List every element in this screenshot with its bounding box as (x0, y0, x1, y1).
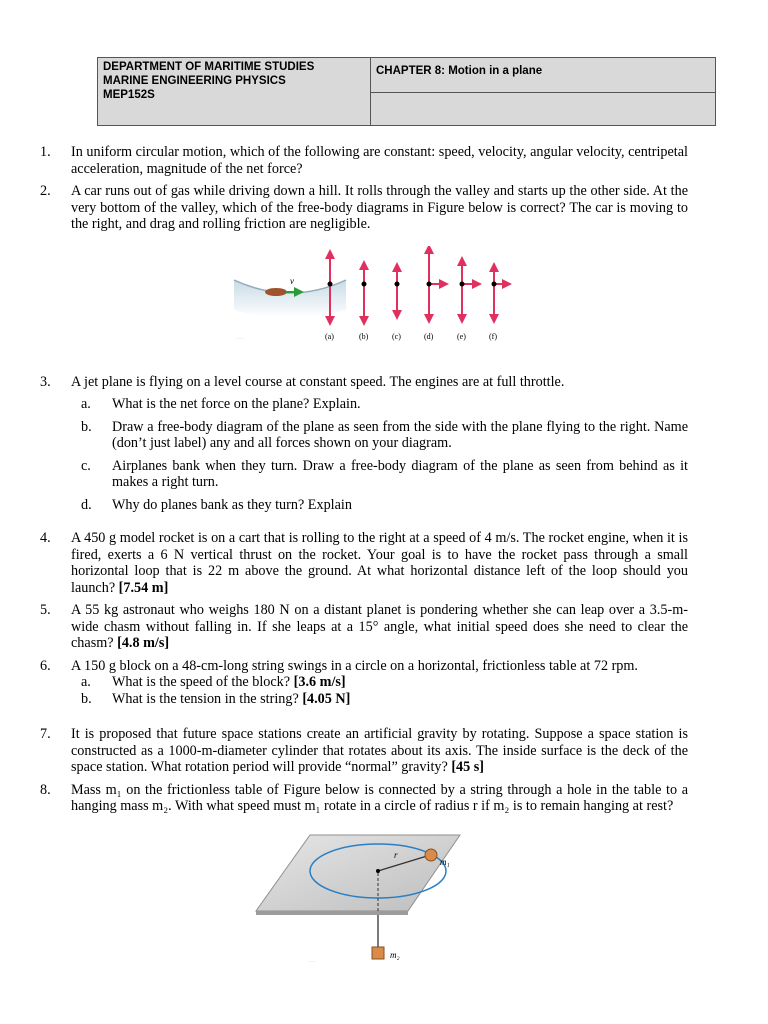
mass-2-label: m₂ (390, 949, 400, 960)
fbd-f (492, 264, 511, 322)
header-course: MARINE ENGINEERING PHYSICS (103, 75, 286, 87)
header-course-cell (98, 58, 371, 126)
fbd-label-f: (f) (489, 331, 497, 341)
car-icon (265, 288, 287, 296)
question-7 (40, 726, 688, 776)
fbd-label-c: (c) (392, 331, 401, 341)
radius-label: r (394, 849, 398, 860)
question-number: 1. (40, 144, 51, 160)
answer: [4.05 N] (302, 690, 351, 707)
question-6b (81, 691, 688, 708)
table-hole (376, 869, 380, 873)
question-number: 8. (40, 781, 51, 798)
question-3c (81, 458, 688, 491)
question-list (40, 144, 688, 965)
question-text: It is proposed that future space stations create an artificial gravity by rotating. Suppose a space station is constructed as a 1000-m-diameter cylinder that rotates about its axis. The inside surface is the deck of the space station. What rotation period will provide “normal” gravity? (71, 726, 688, 775)
question-text: A car runs out of gas while driving down a hill. It rolls through the valley and starts up the other side. At the very bottom of the valley, which of the free-body diagrams in Figure below is correct? The car is moving to the right, and drag and rolling friction are negligible. (71, 183, 688, 232)
sub-letter: a. (81, 674, 91, 690)
mass-2 (372, 947, 384, 959)
fbd-label-b: (b) (359, 331, 369, 341)
header-chapter: CHAPTER 8: Motion in a plane (371, 58, 716, 93)
sub-letter: d. (81, 496, 92, 513)
sub-text: What is the speed of the block? (112, 674, 291, 690)
question-6 (40, 658, 688, 675)
header-dept: DEPARTMENT OF MARITIME STUDIES (103, 61, 315, 73)
table-edge (256, 911, 408, 915)
fbd-label-a: (a) (325, 331, 334, 341)
fbd-e (460, 258, 481, 322)
sub-text: Why do planes bank as they turn? Explain (112, 496, 352, 513)
question-6a (81, 674, 688, 691)
question-8 (40, 782, 688, 815)
sub-text: What is the net force on the plane? Explain. (112, 396, 361, 412)
fbd-label-e: (e) (457, 331, 466, 341)
sub-letter: c. (81, 457, 91, 474)
question-number: 4. (40, 530, 51, 546)
question-text: A 55 kg astronaut who weighs 180 N on a distant planet is pondering whether she can leap over a 3.5-m-wide chasm without falling in. If she leaps at a 15° angle, what initial speed does she need to clear the chasm? (71, 602, 688, 651)
fbd-d (427, 246, 448, 322)
question-text: A jet plane is flying on a level course at constant speed. The engines are at full throttle. (71, 373, 565, 390)
sub-letter: b. (81, 690, 92, 707)
mass-1 (425, 849, 437, 861)
question-text: In uniform circular motion, which of the following are constant: speed, velocity, angular velocity, centripetal acceleration, magnitude of the net force? (71, 144, 688, 177)
sub-letter: a. (81, 396, 91, 412)
answer: [45 s] (451, 759, 485, 775)
sub-text: What is the tension in the string? (112, 690, 299, 707)
header-table (97, 57, 716, 126)
sub-text: Draw a free-body diagram of the plane as seen from the side with the plane flying to the right. Name (don’t just label) any and all forces shown on your diagram. (112, 418, 688, 451)
question-number: 6. (40, 657, 51, 674)
question-number: 2. (40, 183, 51, 199)
mass-1-label: m₁ (440, 856, 450, 867)
question-5 (40, 602, 688, 652)
sub-letter: b. (81, 418, 92, 435)
question-number: 7. (40, 726, 51, 742)
question-text: A 150 g block on a 48-cm-long string swings in a circle on a horizontal, frictionless table at 72 rpm. (71, 657, 638, 674)
frictionless-table (256, 835, 460, 911)
fbd-label-d: (d) (424, 331, 434, 341)
question-text: A 450 g model rocket is on a cart that is rolling to the right at a speed of 4 m/s. The rocket engine, when it is fired, exerts a 6 N vertical thrust on the rocket. Your goal is to have the rocket pass through a small horizontal loop that is 22 m above the ground. At what horizontal distance left of the loop should you launch? (71, 530, 688, 596)
fbd-c (395, 264, 400, 318)
question-number: 3. (40, 373, 51, 390)
fbd-b (362, 262, 367, 324)
free-body-diagram-figure (40, 246, 688, 370)
question-3b (81, 419, 688, 452)
question-number: 5. (40, 602, 51, 618)
question-3a (81, 396, 688, 413)
sub-text: Airplanes bank when they turn. Draw a free-body diagram of the plane as seen from behind as it makes a right turn. (112, 457, 688, 490)
answer: [7.54 m] (118, 579, 169, 596)
header-code: MEP152S (103, 89, 155, 101)
question-3d (81, 497, 688, 514)
header-empty-cell (371, 93, 716, 126)
question-1 (40, 144, 688, 177)
rotating-mass-figure (40, 829, 688, 965)
question-2 (40, 183, 688, 233)
figure-credit-mark: ······ (308, 958, 316, 964)
question-3 (40, 374, 688, 391)
answer: [4.8 m/s] (117, 635, 170, 651)
answer: [3.6 m/s] (293, 674, 346, 690)
question-text: Mass m₁ on the frictionless table of Figure below is connected by a string through a hole in the table to a hanging mass m₂. With what speed must m₁ rotate in a circle of radius r if m₂ is to remain hanging at rest? (71, 781, 688, 814)
figure-credit-mark: ······ (236, 335, 244, 341)
question-4 (40, 530, 688, 596)
velocity-label: v (290, 275, 294, 286)
